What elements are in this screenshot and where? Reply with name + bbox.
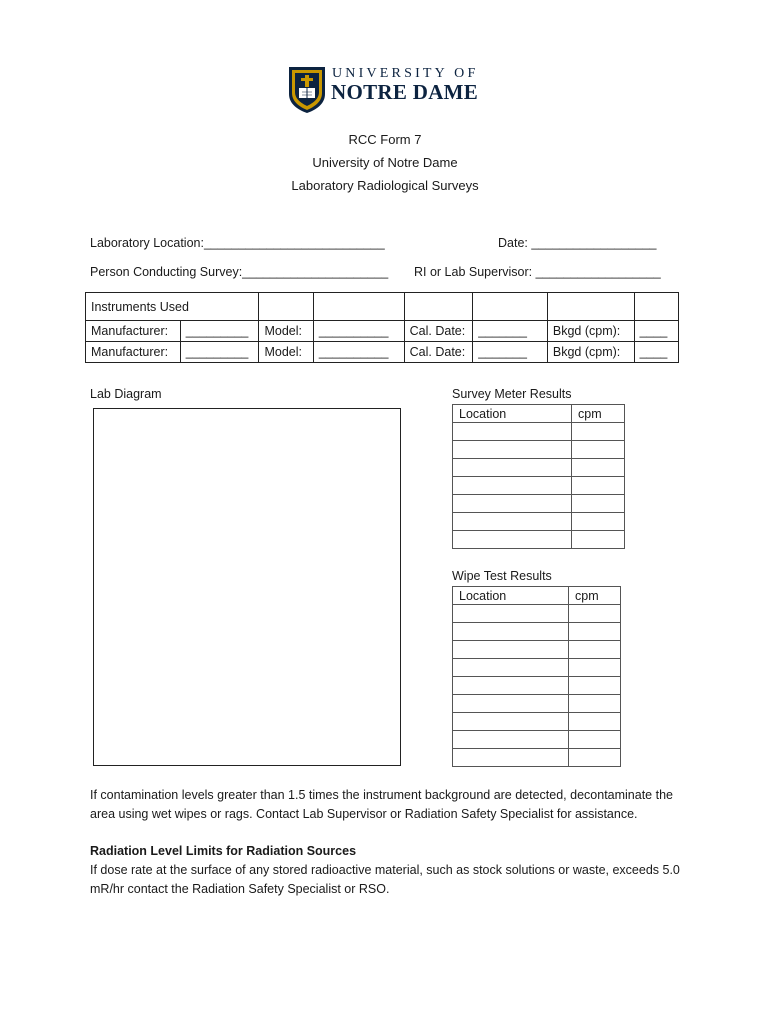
instruments-heading: Instruments Used	[86, 293, 259, 321]
location-cell[interactable]	[453, 731, 569, 749]
table-row	[453, 531, 625, 549]
person-conducting-field[interactable]: Person Conducting Survey:_____________________	[90, 265, 389, 279]
location-cell[interactable]	[453, 677, 569, 695]
form-number: RCC Form 7	[348, 132, 422, 147]
table-row	[86, 293, 679, 321]
form-title: Laboratory Radiological Surveys	[291, 178, 479, 193]
cpm-cell[interactable]	[569, 695, 621, 713]
location-cell[interactable]	[453, 477, 572, 495]
lab-diagram-box[interactable]	[93, 408, 401, 766]
table-row	[86, 321, 679, 342]
cal-date-input[interactable]: _______	[473, 321, 548, 342]
location-cell[interactable]	[453, 695, 569, 713]
cpm-cell[interactable]	[572, 423, 625, 441]
lab-location-field[interactable]: Laboratory Location:__________________________	[90, 236, 385, 250]
location-cell[interactable]	[453, 623, 569, 641]
table-row	[453, 605, 621, 623]
cpm-cell[interactable]	[569, 677, 621, 695]
university-logo	[288, 66, 484, 116]
table-row	[453, 695, 621, 713]
cpm-cell[interactable]	[572, 477, 625, 495]
bkgd-input[interactable]: ____	[634, 321, 678, 342]
bkgd-input[interactable]: ____	[634, 342, 678, 363]
manufacturer-label: Manufacturer:	[86, 342, 181, 363]
lab-diagram-label: Lab Diagram	[90, 387, 162, 401]
survey-meter-table	[452, 404, 625, 549]
logo-line-1: UNIVERSITY OF	[332, 66, 479, 81]
cpm-cell[interactable]	[569, 623, 621, 641]
location-cell[interactable]	[453, 605, 569, 623]
table-row	[453, 713, 621, 731]
location-cell[interactable]	[453, 749, 569, 767]
location-cell[interactable]	[453, 641, 569, 659]
cpm-cell[interactable]	[569, 641, 621, 659]
model-input[interactable]: __________	[313, 321, 404, 342]
model-label: Model:	[259, 342, 313, 363]
wipe-test-title: Wipe Test Results	[452, 569, 552, 583]
limits-text: If dose rate at the surface of any stored radioactive material, such as stock solutions or waste, exceeds 5.0 mR/hr contact the Radiation Safety Specialist or RSO.	[90, 863, 680, 896]
location-cell[interactable]	[453, 659, 569, 677]
shield-icon	[288, 66, 326, 114]
cpm-cell[interactable]	[569, 749, 621, 767]
table-row	[453, 495, 625, 513]
table-row	[453, 405, 625, 423]
location-cell[interactable]	[453, 495, 572, 513]
cpm-cell[interactable]	[572, 441, 625, 459]
location-cell[interactable]	[453, 423, 572, 441]
table-row	[453, 659, 621, 677]
table-row	[453, 731, 621, 749]
cpm-cell[interactable]	[569, 713, 621, 731]
table-row	[86, 342, 679, 363]
location-cell[interactable]	[453, 713, 569, 731]
table-row	[453, 477, 625, 495]
table-row	[453, 677, 621, 695]
cpm-header: cpm	[569, 587, 621, 605]
university-name: University of Notre Dame	[312, 155, 458, 170]
cpm-cell[interactable]	[572, 513, 625, 531]
cpm-cell[interactable]	[569, 659, 621, 677]
cpm-cell[interactable]	[572, 459, 625, 477]
table-row	[453, 441, 625, 459]
cpm-cell[interactable]	[572, 531, 625, 549]
location-header: Location	[453, 587, 569, 605]
table-row	[453, 513, 625, 531]
supervisor-field[interactable]: RI or Lab Supervisor: __________________	[414, 265, 661, 279]
manufacturer-input[interactable]: _________	[180, 342, 259, 363]
cal-date-input[interactable]: _______	[473, 342, 548, 363]
cpm-header: cpm	[572, 405, 625, 423]
location-cell[interactable]	[453, 441, 572, 459]
model-label: Model:	[259, 321, 313, 342]
bkgd-label: Bkgd (cpm):	[547, 342, 634, 363]
cal-date-label: Cal. Date:	[404, 342, 473, 363]
limits-heading: Radiation Level Limits for Radiation Sources	[90, 844, 357, 858]
table-row	[453, 623, 621, 641]
manufacturer-label: Manufacturer:	[86, 321, 181, 342]
cal-date-label: Cal. Date:	[404, 321, 473, 342]
logo-line-2: NOTRE DAME	[331, 80, 479, 104]
bkgd-label: Bkgd (cpm):	[547, 321, 634, 342]
instruments-table	[85, 292, 679, 363]
table-row	[453, 423, 625, 441]
table-row	[453, 749, 621, 767]
date-field[interactable]: Date: __________________	[498, 236, 657, 250]
cpm-cell[interactable]	[572, 495, 625, 513]
cpm-cell[interactable]	[569, 731, 621, 749]
location-header: Location	[453, 405, 572, 423]
location-cell[interactable]	[453, 459, 572, 477]
contamination-note: If contamination levels greater than 1.5 times the instrument background are detected, decontaminate the area using wet wipes or rags. Contact Lab Supervisor or Radiation Safety Specialist for assistance.	[90, 788, 673, 821]
location-cell[interactable]	[453, 531, 572, 549]
table-row	[453, 459, 625, 477]
location-cell[interactable]	[453, 513, 572, 531]
table-row	[453, 641, 621, 659]
wipe-test-table	[452, 586, 621, 767]
table-row	[453, 587, 621, 605]
model-input[interactable]: __________	[313, 342, 404, 363]
cpm-cell[interactable]	[569, 605, 621, 623]
manufacturer-input[interactable]: _________	[180, 321, 259, 342]
survey-meter-title: Survey Meter Results	[452, 387, 572, 401]
